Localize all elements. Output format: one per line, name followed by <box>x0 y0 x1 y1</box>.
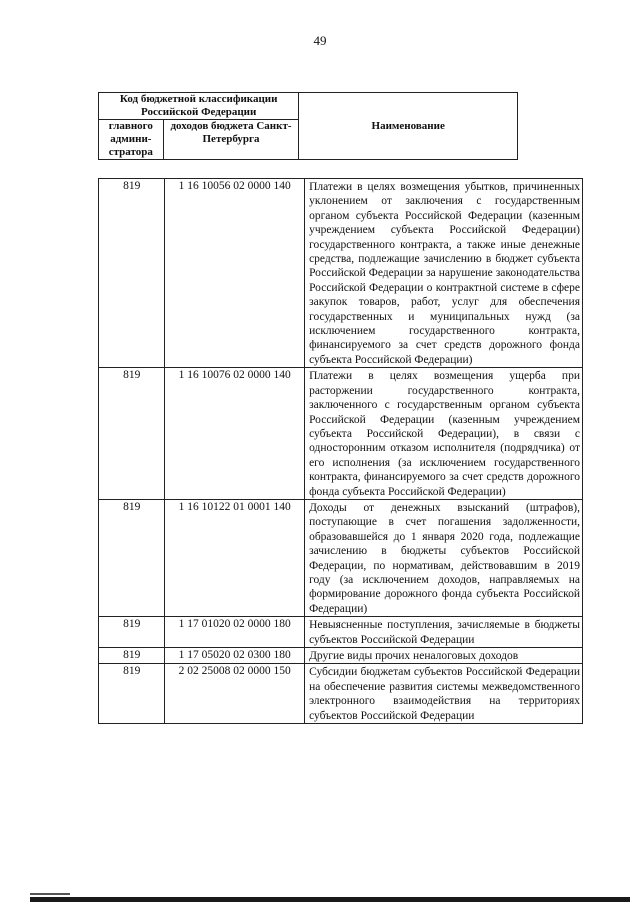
income-code-cell: 1 16 10056 02 0000 140 <box>165 179 305 368</box>
name-cell: Доходы от денежных взысканий (штрафов), поступающие в счет погашения задолженности, образовавшейся до 1 января 2020 года, подлежащие зачислению в бюджеты субъектов Российской Федерации, по нормативам, действовавшим в 2019 году (за исключением доходов, направляемых на формирование дорожного фонда субъекта Российской Федерации) <box>305 499 583 616</box>
name-cell: Платежи в целях возмещения ущерба при расторжении государственного контракта, заключенного с государственным органом субъекта Российской Федерации (казенным учреждением субъекта Российской Федерации), в связи с односторонним отказом исполнителя (подрядчика) от его исполнения (за исключением государственного контракта, финансируемого за счет средств дорожного фонда субъекта Российской Федерации) <box>305 368 583 500</box>
table-row <box>99 179 583 368</box>
header-table <box>98 92 518 160</box>
income-code-cell: 1 16 10122 01 0001 140 <box>165 499 305 616</box>
admin-code-cell: 819 <box>99 664 165 724</box>
page-number: 49 <box>313 33 327 48</box>
name-cell: Платежи в целях возмещения убытков, причиненных уклонением от заключения с государственным органом субъекта Российской Федерации (казенным учреждением субъекта Российской Федерации) государственного контракта, а также иные денежные средства, подлежащие зачислению в бюджет субъекта Российской Федерации за нарушение законодательства Российской Федерации о контрактной системе в сфере закупок товаров, работ, услуг для обеспечения государственных и муниципальных нужд (за исключением государственного контракта, финансируемого за счет средств дорожного фонда субъекта Российской Федерации) <box>305 179 583 368</box>
admin-code-cell: 819 <box>99 617 165 648</box>
classification-table <box>98 178 583 724</box>
table-row <box>99 368 583 500</box>
name-cell: Другие виды прочих неналоговых доходов <box>305 648 583 664</box>
income-code-cell: 1 17 01020 02 0000 180 <box>165 617 305 648</box>
header-income-cell: доходов бюджета Санкт-Петербурга <box>163 120 299 160</box>
admin-code-cell: 819 <box>99 368 165 500</box>
table-row <box>99 664 583 724</box>
income-code-cell: 1 17 05020 02 0300 180 <box>165 648 305 664</box>
header-name-cell: Наименование <box>299 93 518 160</box>
name-cell: Невыясненные поступления, зачисляемые в бюджеты субъектов Российской Федерации <box>305 617 583 648</box>
admin-code-cell: 819 <box>99 648 165 664</box>
income-code-cell: 2 02 25008 02 0000 150 <box>165 664 305 724</box>
admin-code-cell: 819 <box>99 499 165 616</box>
table-row <box>99 499 583 616</box>
table-row <box>99 617 583 648</box>
admin-code-cell: 819 <box>99 179 165 368</box>
table-row <box>99 648 583 664</box>
header-admin-cell: главного админи-стратора <box>99 120 164 160</box>
scan-edge-mark <box>30 893 70 895</box>
name-cell: Субсидии бюджетам субъектов Российской Федерации на обеспечение развития системы межведомственного электронного взаимодействия на территориях субъектов Российской Федерации <box>305 664 583 724</box>
header-group-cell: Код бюджетной классификации Российской Федерации <box>99 93 299 120</box>
income-code-cell: 1 16 10076 02 0000 140 <box>165 368 305 500</box>
scan-bottom-edge <box>30 897 630 902</box>
